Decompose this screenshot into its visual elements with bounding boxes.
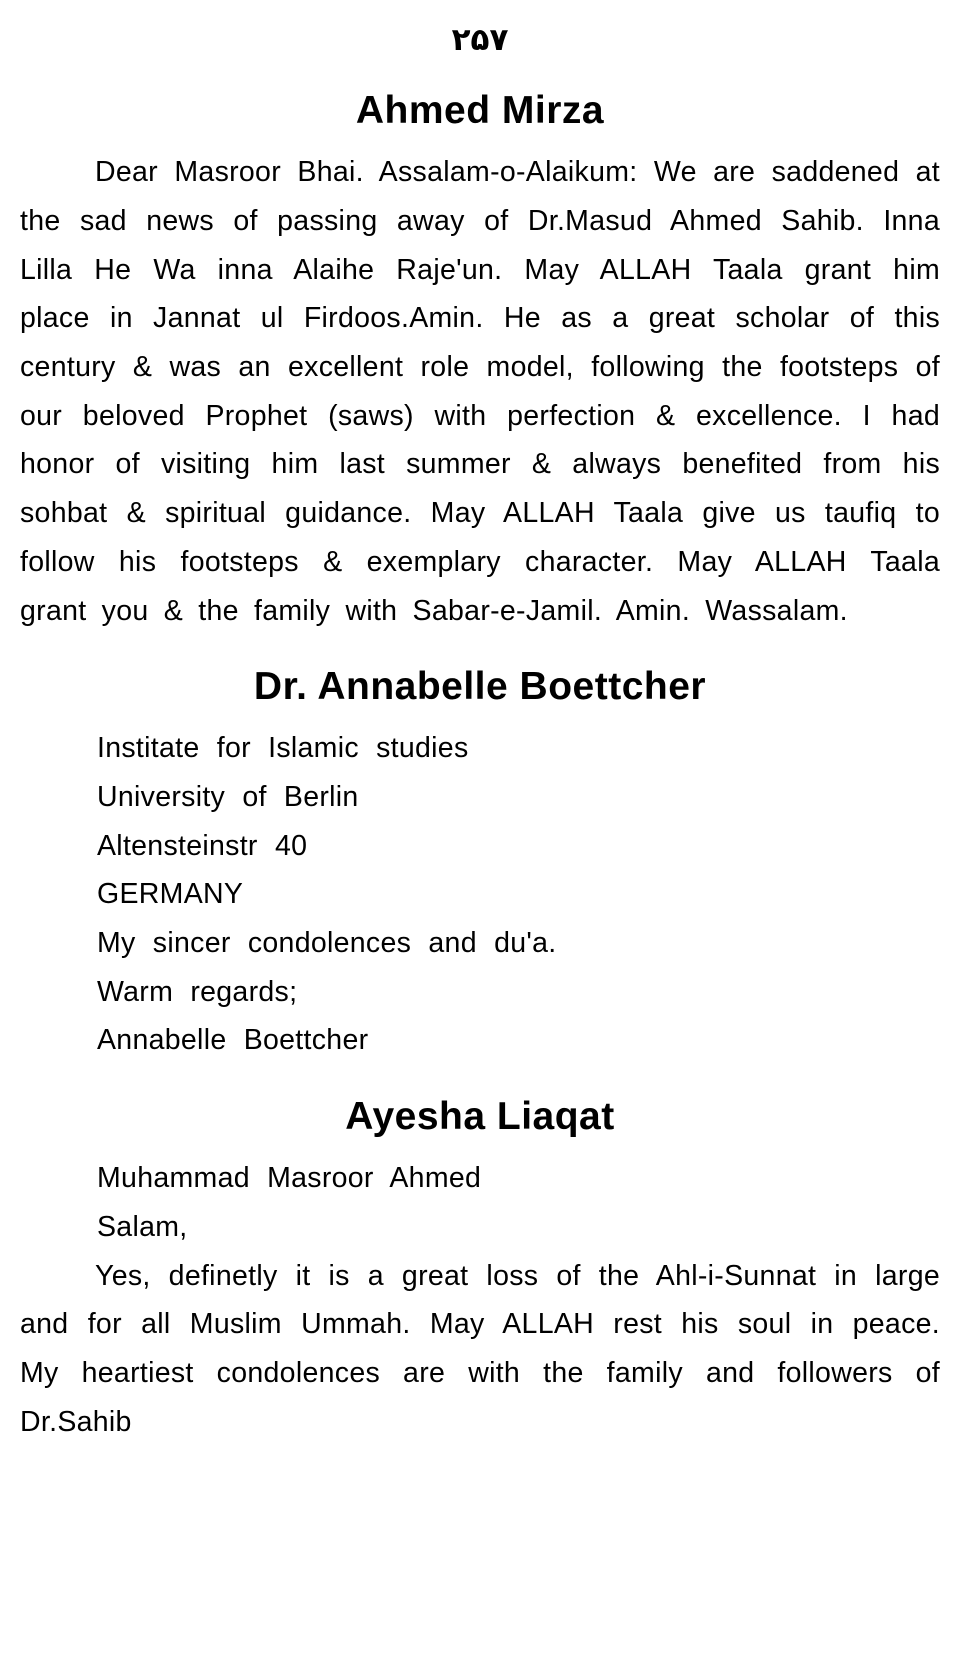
section-heading-annabelle-boettcher: Dr. Annabelle Boettcher: [253, 665, 707, 709]
page-number: ۲۵۷: [451, 22, 509, 58]
address-line-university: University of Berlin: [97, 780, 359, 813]
condolence-letter-ahmed-mirza: Dear Masroor Bhai. Assalam-o-Alaikum: We are saddened at the sad news of passing away of Dr.Masud Ahmed Sahib. Inna Lilla He Wa inna Alaihe Raje'un. May ALLAH Taala grant him place in Jannat ul Firdoos.Amin. He as a great scholar of this century & was an excellent role model, following the footsteps of our beloved Prophet (saws) with perfection & excellence. I had honor of visiting him last summer & always benefited from his sohbat & spiritual guidance. May ALLAH Taala give us taufiq to follow his footsteps & exemplary character. May ALLAH Taala grant you & the family with Sabar-e-Jamil. Amin. Wassalam.: [20, 156, 940, 627]
section-heading-ahmed-mirza: Ahmed Mirza: [355, 89, 605, 133]
address-line-institute: Institate for Islamic studies: [97, 732, 469, 765]
address-line-country: GERMANY: [97, 878, 244, 911]
section-heading-ayesha-liaqat: Ayesha Liaqat: [345, 1095, 615, 1139]
recipient-line: Muhammad Masroor Ahmed: [97, 1162, 482, 1195]
condolence-letter-ayesha-liaqat: Yes, definetly it is a great loss of the Ahl-i-Sunnat in large and for all Muslim Ummah. May ALLAH rest his soul in peace. My heartiest condolences are with the family and followers of Dr.Sahib: [20, 1259, 940, 1438]
letter-annabelle-boettcher: [20, 724, 940, 1065]
address-line-street: Altensteinstr 40: [97, 829, 308, 862]
salutation-line: Salam,: [97, 1210, 188, 1243]
signature-line: Annabelle Boettcher: [97, 1024, 369, 1057]
letter-ayesha-liaqat-header: [20, 1154, 940, 1251]
closing-line: Warm regards;: [97, 975, 298, 1008]
condolence-line: My sincer condolences and du'a.: [97, 927, 557, 960]
